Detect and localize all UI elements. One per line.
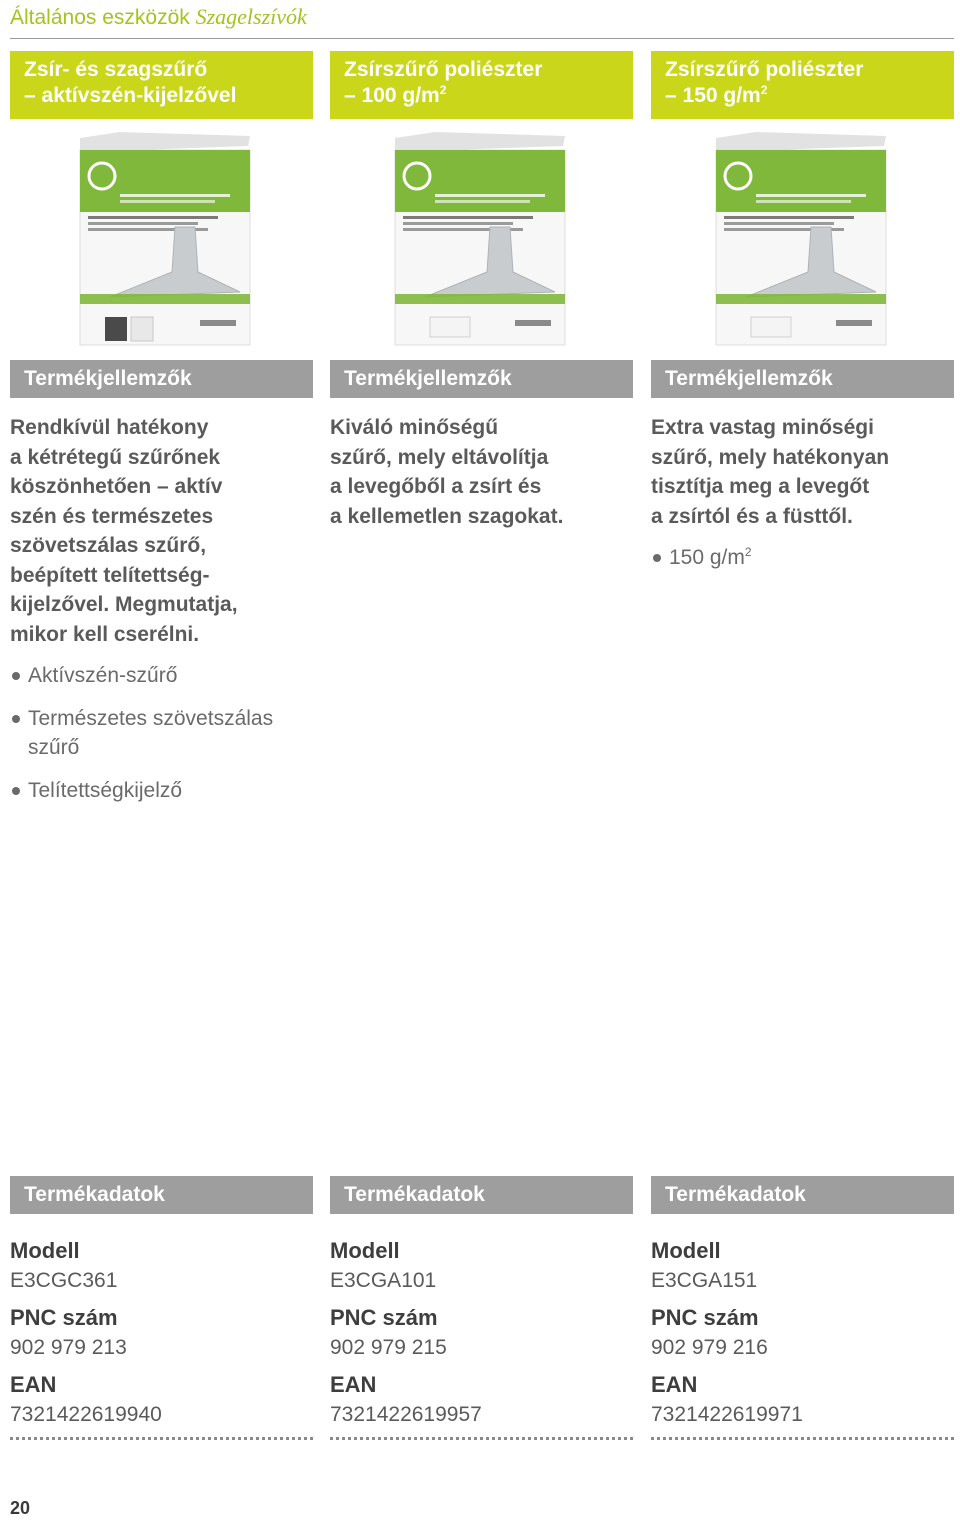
model-label: Modell (10, 1238, 80, 1263)
model-label: Modell (330, 1238, 400, 1263)
product-title-2 (330, 51, 633, 119)
filter-sheet (751, 317, 791, 337)
ean-value: 7321422619957 (330, 1403, 482, 1426)
pnc-value: 902 979 215 (330, 1336, 447, 1359)
product-description (651, 413, 954, 531)
product-data (330, 1236, 633, 1437)
description-line: Kiváló minőségű (330, 416, 499, 439)
feature-list (651, 543, 954, 586)
description-line: szűrő, mely hatékonyan (651, 445, 890, 469)
description-line: mikor kell cserélni. (10, 622, 200, 646)
filter-sheet (430, 317, 470, 337)
feature-list (10, 661, 313, 819)
feature-item: Telítettségkijelző (10, 776, 313, 805)
description-line: a kellemetlen szagokat. (330, 504, 564, 528)
description-line: Rendkívül hatékony (10, 416, 209, 439)
ean-label: EAN (10, 1372, 57, 1397)
description-line: a zsírtól és a füsttől. (651, 504, 853, 528)
product-data-heading: Termékadatok (330, 1176, 633, 1214)
feature-item: Természetes szövetszálas szűrő (10, 704, 313, 762)
fabric-filter-swatch (131, 317, 153, 341)
description-line: a kétrétegű szűrőnek (10, 445, 221, 469)
product-image-1 (10, 132, 313, 350)
header-divider (10, 38, 954, 39)
features-heading: Termékjellemzők (330, 360, 633, 398)
description-line: a levegőből a zsírt és (330, 475, 542, 498)
product-title-line: – 150 $g/m^2$ (665, 83, 768, 107)
brand-wordmark-icon (836, 320, 872, 326)
pnc-label: PNC szám (330, 1305, 438, 1330)
product-description (10, 413, 313, 649)
feature-item: Aktívszén-szűrő (10, 661, 313, 690)
description-line: köszönhetően – aktív (10, 475, 223, 498)
pnc-label: PNC szám (10, 1305, 118, 1330)
model-label: Modell (651, 1238, 721, 1263)
product-data (10, 1236, 313, 1437)
dotted-divider (10, 1437, 313, 1440)
product-data-heading: Termékadatok (10, 1176, 313, 1214)
product-image-2 (330, 132, 633, 350)
brand-wordmark-icon (515, 320, 551, 326)
ean-value: 7321422619940 (10, 1403, 162, 1426)
breadcrumb (10, 4, 307, 30)
product-title-3 (651, 51, 954, 119)
description-line: beépített telítettség- (10, 563, 210, 587)
box-universal-band (716, 294, 886, 304)
pnc-label: PNC szám (651, 1305, 759, 1330)
description-line: kijelzővel. Megmutatja, (10, 593, 238, 616)
filter-box-icon (330, 132, 633, 350)
pnc-value: 902 979 216 (651, 1336, 768, 1359)
box-hanger (395, 132, 565, 152)
description-line: szén és természetes (10, 504, 214, 528)
breadcrumb-section: Általános eszközök (10, 6, 190, 29)
box-hanger (716, 132, 886, 152)
feature-item: 150 $g/m^2$ (651, 543, 954, 572)
description-line: szűrő, mely eltávolítja (330, 445, 549, 469)
ean-label: EAN (651, 1372, 698, 1397)
ean-value: 7321422619971 (651, 1403, 803, 1426)
box-hanger (80, 132, 250, 152)
product-title-line: Zsírszűrő poliészter (665, 58, 864, 81)
model-value: E3CGA101 (330, 1269, 437, 1292)
filter-box-icon (651, 132, 954, 350)
pnc-value: 902 979 213 (10, 1336, 127, 1359)
features-heading: Termékjellemzők (10, 360, 313, 398)
breadcrumb-subsection: Szagelszívók (195, 4, 307, 29)
filter-box-icon (10, 132, 313, 350)
carbon-filter-swatch (105, 317, 127, 341)
model-value: E3CGA151 (651, 1269, 758, 1292)
product-data-heading: Termékadatok (651, 1176, 954, 1214)
description-line: Extra vastag minőségi (651, 416, 874, 439)
product-image-3 (651, 132, 954, 350)
product-title-line: Zsírszűrő poliészter (344, 58, 543, 81)
description-line: szövetszálas szűrő, (10, 534, 207, 557)
product-title-1 (10, 51, 313, 119)
model-value: E3CGC361 (10, 1269, 118, 1292)
product-title-line: Zsír- és szagszűrő (24, 58, 208, 81)
product-data (651, 1236, 954, 1437)
dotted-divider (651, 1437, 954, 1440)
features-heading: Termékjellemzők (651, 360, 954, 398)
box-universal-band (80, 294, 250, 304)
product-title-line: – 100 $g/m^2$ (344, 83, 447, 107)
product-description (330, 413, 633, 531)
box-universal-band (395, 294, 565, 304)
brand-wordmark-icon (200, 320, 236, 326)
dotted-divider (330, 1437, 633, 1440)
product-title-line: – aktívszén-kijelzővel (24, 84, 237, 107)
page-number: 20 (10, 1498, 31, 1518)
ean-label: EAN (330, 1372, 377, 1397)
description-line: tisztítja meg a levegőt (651, 475, 870, 498)
